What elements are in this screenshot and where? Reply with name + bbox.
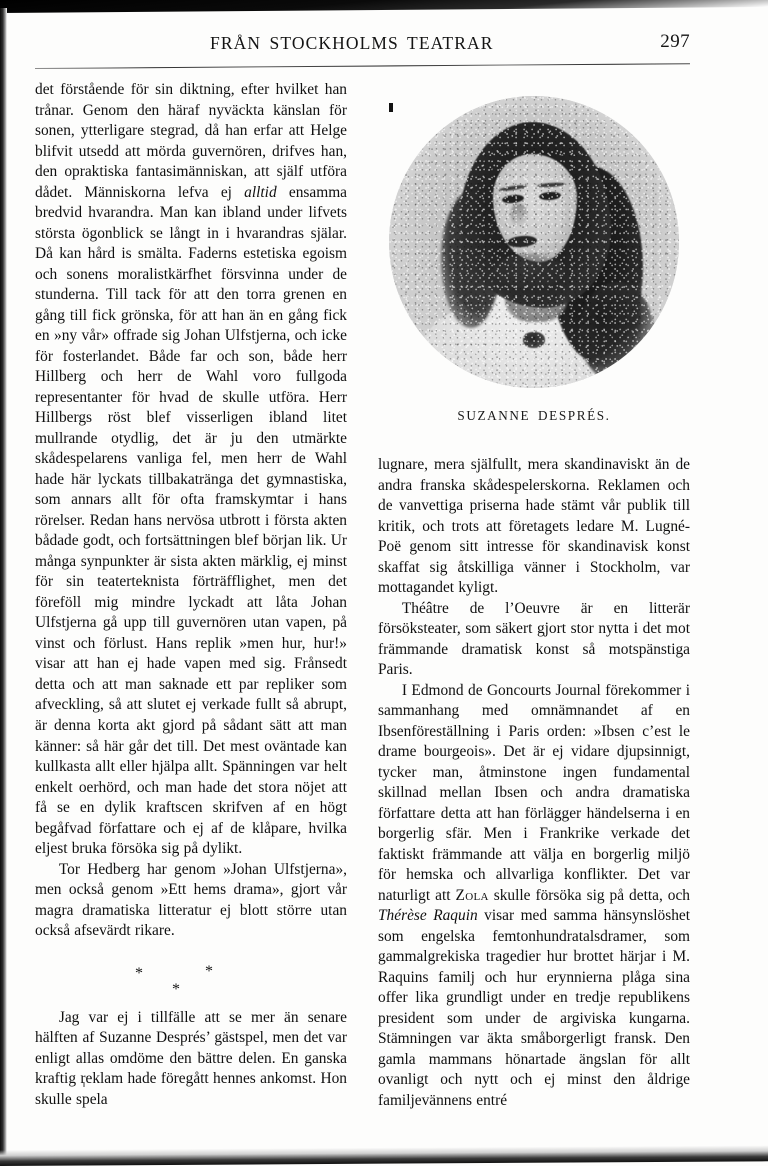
scan-edge-bottom — [0, 1145, 768, 1166]
asterisk-icon: * — [135, 964, 143, 982]
asterisk-icon: * — [172, 980, 180, 998]
italic-emphasis: alltid — [244, 183, 277, 201]
paragraph — [378, 681, 690, 1112]
header-rule — [35, 63, 690, 69]
column-right — [378, 455, 690, 1112]
paragraph-text-cont: ensamma bredvid hvarandra. Man kan ibland under lifvets största ögonblick se långt in i hvarandras själar. Då kan hård is smälta. Faderns estetiska egoism och sonens moralistkärfhet försvinna under de stunderna. Till tack för att den torra grenen en gång till fick grönska, för att han än en gång fick en »ny vår» offrade sig Johan Ulfstjerna, och icke för fosterlandet. Både far och son, både herr Hillberg och herr de Wahl voro fullgoda representanter för hvad de skulle utföra. Herr Hillbergs röst blef visserligen ibland litet mullrande otydlig, det är ju den utmärkte skådespelarens vanliga fel, men herr de Wahl hade här lyckats tillbakatränga det gymnastiska, som annars allt för ofta framskymtar i hans rörelser. Redan hans nervösa utbrott i första akten bådade godt, och fortsättningen blef början lik. Ur många synpunkter är sista akten märklig, ej minst för sin teaterteknista förträfflighet, men det föreföll mig mindre lyckadt att låta Johan Ulfstjerna gå upp till guvernören utan vapen, på vinst och förlust. Hans replik »men hur, hur!» visar att han ej hade vapen med sig. Frånsedt detta och att man saknade ett par repliker som afveckling, så att slutet ej verkade fullt så abrupt, är denna korta akt gjord på sådant sätt att man känner: så här går det till. Det mest oväntade kan kullkasta allt eller hjälpa allt. Spänningen var helt enkelt oerhörd, och man hade det stora nöjet att få se en dylik kraftscen skrifven af en högt begåfvad författare och ej af de klåpare, hvilka eljest bruka försöka sig på dylikt. — [35, 183, 347, 858]
paragraph: lugnare, mera själfullt, mera skandinaviskt än de andra franska skådespelerskorna. Reklamen och de vanvettiga priserna hade stämt vår publik till kritik, och trots att företagets ledare M. Lugné-Poë genom sitt intresse för skandinavisk konst skaffat sig åtskilliga vänner i Stockholm, var mottagandet kyligt. — [378, 456, 690, 597]
running-head — [35, 33, 690, 59]
scan-edge-left — [0, 8, 7, 1166]
paragraph-text: det förstående för sin diktning, efter hvilket han trånar. Genom den häraf nyväckta känslan för sonen, ytterligare stegrad, då han erfar att Helge blifvit utsedd att mörda guvernören, drifves han, den opraktiska fantasimänniskan, att själf utföra dådet. Människorna lefva ej — [35, 81, 347, 201]
italic-title: Thérèse Raquin — [378, 907, 478, 925]
paragraph: Tor Hedberg har genom »Johan Ulfstjerna», men också genom »Ett hems drama», gjort vår magra dramatiska litteratur ej blott större utan också afsevärdt rikare. — [35, 860, 347, 940]
paragraph-text: I Edmond de Goncourts Journal förekommer i sammanhang med omnämnandet af en Ibsenföreställning i Paris orden: »Ibsen c’est le drame bourgeois». Det är ej vidare djupsinnigt, tycker man, åtminstone ingen fundamental skillnad mellan Ibsen och andra dramatiska författare detta att han förlägger händelserna i en borgerlig sfär. Men i Frankrike verkade det faktiskt främmande att välja en borgerlig miljö för hemska och allvarliga konflikter. Det var naturligt att — [378, 681, 690, 904]
paragraph: Jag var ej i tillfälle att se mer än senare hälften af Suzanne Després’ gästspel, men det var enligt allas omdöme den bättre delen. En ganska kraftig reklam hade föregått hennes ankomst. Hon skulle spela — [35, 1008, 347, 1108]
scan-edge-top — [0, 0, 768, 13]
smallcaps-name: Zola — [455, 886, 489, 904]
paragraph — [35, 80, 347, 860]
paragraph-text-end: visar med samma hänsynslöshet som engelska femtonhundratalsdramer, som gammalgrekiska tragedier hur brottet härjar i M. Raquins familj och hur erynnierna plåga sina offer lika grundligt under en tredje republikens president som under de argiviska kungarna. Stämningen var äkta småborgerligt fransk. Den gamla mammans hönartade ängslan för allt ovanligt och nytt och ej minst den åldrige familjevännens entré — [378, 907, 691, 1109]
page-number: 297 — [660, 31, 690, 52]
figure-caption: SUZANNE DESPRÉS. — [457, 408, 611, 423]
column-left — [35, 80, 347, 1110]
paragraph-text-cont: skulle försöka sig på detta, och — [488, 886, 690, 904]
asterism-separator — [35, 956, 347, 1008]
body-columns — [35, 80, 691, 1109]
running-head-title: FRÅN STOCKHOLMS TEATRAR — [210, 33, 494, 53]
asterisk-icon: * — [205, 962, 213, 980]
paragraph: Théâtre de l’Oeuvre är en litterär försöksteater, som säkert gjort stor nytta i det mot främmande dramatisk konst så motspänstiga Paris. — [378, 599, 690, 679]
